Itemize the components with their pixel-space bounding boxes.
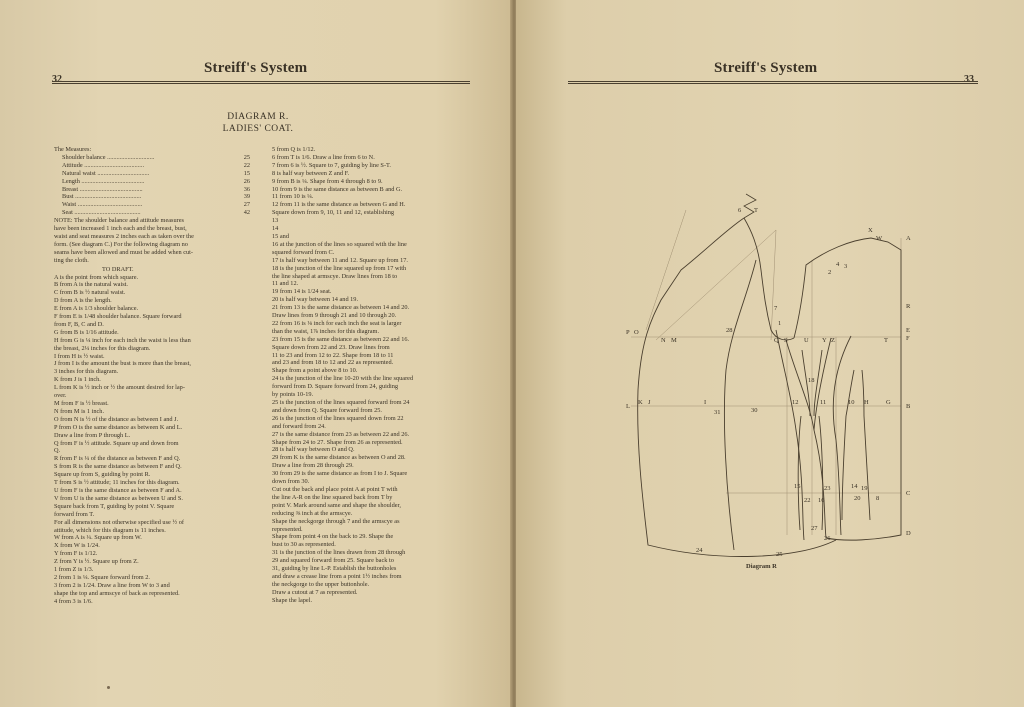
measure-row <box>54 186 250 194</box>
draft-step-line: Square down from 22 and 23. Draw lines from <box>272 343 390 351</box>
draft-step-line: J from I is the amount the bust is more than the breast, <box>54 360 191 368</box>
label-25: 25 <box>776 551 783 558</box>
label-2: 2 <box>828 269 832 276</box>
draft-steps-list-continued <box>272 146 484 605</box>
draft-step-line: reducing ⅜ inch at the armscye. <box>272 509 353 517</box>
draft-step-line: H from G is ¼ inch for each inch the waist is less than <box>54 336 191 344</box>
label-U: U <box>804 337 809 344</box>
draft-step-line: P from O is the same distance as between K and L. <box>54 423 183 431</box>
measure-label: Bust .......................................... <box>62 193 142 201</box>
draft-step-line: 11 and 12. <box>272 280 299 288</box>
draft-step-line: Shape from point 4 on the back to 29. Shape the <box>272 533 394 541</box>
draft-step-line: Square up from S, guiding by point R. <box>54 471 151 479</box>
label-J: J <box>648 399 651 406</box>
draft-step-line: 2 from 1 is ¼. Square forward from 2. <box>54 573 151 581</box>
measure-value: 15 <box>243 169 250 177</box>
label-1: 1 <box>778 320 782 327</box>
draft-step-line: V from U is the same distance as between U and S. <box>54 494 183 502</box>
label-31: 31 <box>714 409 721 416</box>
draft-step-line: 15 and <box>272 232 289 240</box>
draft-step-line: 30 from 29 is the same distance as from I to J. Square <box>272 470 408 478</box>
header-rule <box>568 81 978 84</box>
note-line: have been increased 1 inch each and the breast, bust, <box>54 225 187 233</box>
draft-step-line: from F, B, C and D. <box>54 320 104 328</box>
label-15: 15 <box>794 483 801 490</box>
draft-step-line: and down from Q. Square forward from 25. <box>272 406 382 414</box>
label-C: C <box>906 490 911 497</box>
draft-step-line: T from S is ½ attitude; 11 inches for this diagram. <box>54 479 180 487</box>
draft-step-line: 16 at the junction of the lines so squared with the line <box>272 240 407 248</box>
draft-step-line: and 23 and from 18 to 12 and 22 as represented. <box>272 359 394 367</box>
label-Z: Z <box>831 337 835 344</box>
draft-step-line: 22 from 16 is ⅛ inch for each inch the seat is larger <box>272 319 402 327</box>
draft-step-line: the neckgorge to the upper buttonhole. <box>272 580 370 588</box>
label-R: R <box>906 303 911 310</box>
label-28: 28 <box>726 327 733 334</box>
header-rule <box>52 81 470 84</box>
draft-step-line: 14 <box>272 225 279 233</box>
draft-step-line: represented. <box>272 525 303 533</box>
measure-value: 27 <box>243 201 250 209</box>
measure-row <box>54 209 250 217</box>
label-P: P <box>626 329 630 336</box>
draft-step-line: 18 is the junction of the line squared up from 17 with <box>272 264 407 272</box>
draft-step-line: E from A is 1/3 shoulder balance. <box>54 305 139 313</box>
draft-step-line: U from F is the same distance as between F and A. <box>54 486 182 494</box>
measures-list <box>54 154 260 217</box>
draft-step-line: N from M is 1 inch. <box>54 407 105 415</box>
diagram-subtitle: LADIES' COAT. <box>222 124 294 134</box>
label-F: F <box>906 335 910 342</box>
draft-step-line: Draw a line from 28 through 29. <box>272 462 354 470</box>
note-line: seams have been allowed and must be added when cut- <box>54 248 194 256</box>
draft-step-line: 9 from B is ¼. Shape from 4 through 8 to 9. <box>272 177 383 185</box>
draft-step-line: 13 <box>272 217 279 225</box>
draft-step-line: by points 10-19. <box>272 391 314 399</box>
draft-step-line: M from F is ½ breast. <box>54 400 109 407</box>
draft-step-line: 17 is half way between 11 and 12. Square up from 17. <box>272 256 408 264</box>
label-Y: Y <box>822 337 827 344</box>
draft-step-line: Y from F is 1/12. <box>54 550 98 558</box>
draft-step-line: K from J is 1 inch. <box>54 376 101 384</box>
instructions-column-2 <box>272 146 484 605</box>
draft-step-line: I from H is ½ waist. <box>54 352 105 360</box>
measure-row <box>54 201 250 209</box>
label-14: 14 <box>851 483 858 490</box>
draft-step-line: F from E is 1/48 shoulder balance. Square forward <box>54 313 182 321</box>
draft-step-line: 4 from 3 is 1/6. <box>54 597 93 605</box>
label-10: 10 <box>848 399 855 406</box>
measure-value: 42 <box>243 209 250 217</box>
label-11: 11 <box>820 399 827 406</box>
measure-row <box>54 193 250 201</box>
draft-step-line: 6 from T is 1/6. Draw a line from 6 to N. <box>272 153 375 161</box>
draft-step-line: R from F is ¼ of the distance as between F and Q. <box>54 455 181 463</box>
label-T2: T <box>884 337 888 344</box>
instructions-column-1 <box>54 146 260 606</box>
draft-step-line: 3 inches for this diagram. <box>54 368 119 376</box>
draft-steps-list <box>54 274 260 606</box>
draft-step-line: O from N is ½ of the distance as between I and J. <box>54 415 179 423</box>
draft-step-line: Square down from 9, 10, 11 and 12, establishing <box>272 209 395 217</box>
label-H: H <box>864 399 869 406</box>
draft-step-line: 29 and squared forward from 25. Square back to <box>272 557 394 565</box>
draft-step-line: 12 from 11 is the same distance as between G and H. <box>272 201 406 209</box>
draft-step-line: 26 is the junction of the lines squared down from 22 <box>272 414 404 422</box>
label-27: 27 <box>811 525 818 532</box>
draft-step-line: Q. <box>54 447 61 455</box>
page-number: 33 <box>964 74 974 85</box>
note-line: waist and seat measures 2 inches each as taken over the <box>54 232 194 240</box>
label-I: I <box>704 399 707 406</box>
draft-step-line: 10 from 9 is the same distance as between B and G. <box>272 185 403 193</box>
draft-step-line: 5 from Q is 1/12. <box>272 146 316 153</box>
label-B: B <box>906 403 911 410</box>
label-23: 23 <box>824 485 831 492</box>
draft-step-line: 24 is the junction of the line 10-20 with the line squared <box>272 375 414 383</box>
label-6: 6 <box>738 207 742 214</box>
draft-step-line: 11 from 10 is ¼. <box>272 193 314 201</box>
draft-step-line: Cut out the back and place point A at point T with <box>272 485 398 493</box>
label-4: 4 <box>836 261 840 268</box>
measure-value: 22 <box>243 161 250 169</box>
label-D: D <box>906 530 911 537</box>
draft-step-line: For all dimensions not otherwise specified use ½ of <box>54 518 184 526</box>
draft-step-line: D from A is the length. <box>54 297 112 305</box>
label-7: 7 <box>774 305 778 312</box>
label-S: S <box>784 337 788 344</box>
draft-step-line: squared forward from C. <box>272 248 335 256</box>
draft-step-line: C from B is ½ natural waist. <box>54 289 126 297</box>
draft-step-line: 31 is the junction of the lines drawn from 28 through <box>272 549 406 557</box>
right-page <box>516 0 1024 707</box>
measure-row <box>54 162 250 170</box>
measure-value: 36 <box>243 185 250 193</box>
draft-step-line: down from 30. <box>272 478 310 486</box>
draft-step-line: Shape from a point above 8 to 10. <box>272 367 358 375</box>
measure-label: Waist ......................................... <box>62 201 143 209</box>
label-G: G <box>886 399 891 406</box>
label-M: M <box>671 337 677 344</box>
label-22: 22 <box>804 497 811 504</box>
draft-step-line: 29 from K is the same distance as between O and 28. <box>272 454 406 462</box>
draft-step-line: Draw a line from P through L. <box>54 431 131 439</box>
draft-step-line: 27 is the same distance from 23 as between 22 and 26. <box>272 430 410 438</box>
draft-heading: TO DRAFT. <box>102 265 134 273</box>
label-E: E <box>906 327 910 334</box>
draft-step-line: than the waist, 1⅞ inches for this diagram. <box>272 327 380 335</box>
draft-step-line: 11 to 23 and from 12 to 22. Shape from 18 to 11 <box>272 351 394 359</box>
measure-label: Breast ........................................ <box>62 185 143 193</box>
draft-step-line: 25 is the junction of the lines squared forward from 24 <box>272 399 410 406</box>
label-W: W <box>876 235 883 242</box>
draft-step-line: X from W is 1/24. <box>54 542 100 550</box>
draft-step-line: 31, guiding by line L-P. Establish the buttonholes <box>272 565 397 573</box>
label-O: O <box>634 329 639 336</box>
draft-step-line: 28 is half way between O and Q. <box>272 446 355 454</box>
label-20: 20 <box>854 495 861 502</box>
label-A: A <box>906 235 911 242</box>
label-16: 16 <box>818 497 825 504</box>
draft-step-line: 7 from 6 is ½. Square to 7, guiding by line S-T. <box>272 161 391 169</box>
draft-step-line: S from R is the same distance as between F and Q. <box>54 463 182 471</box>
note-line: form. (See diagram C.) For the following diagram no <box>54 240 188 248</box>
draft-step-line: 21 from 13 is the same distance as between 14 and 20. <box>272 304 410 312</box>
measure-label: Seat .......................................... <box>62 209 141 217</box>
measure-row <box>54 170 250 178</box>
label-T: T <box>754 207 758 214</box>
draft-step-line: B from A is the natural waist. <box>54 281 128 289</box>
diagram-caption: Diagram R <box>746 563 777 570</box>
draft-step-line: Shape from 24 to 27. Shape from 26 as represented. <box>272 438 403 446</box>
draft-step-line: and draw a crease line from a point 1½ inches from <box>272 572 402 580</box>
measure-value: 26 <box>243 177 250 185</box>
draft-step-line: attitude, which for this diagram is 11 inches. <box>54 526 166 534</box>
draft-step-line: forward from D. Square forward from 24, guiding <box>272 383 399 391</box>
draft-step-line: Shape the neckgorge through 7 and the armscye as <box>272 517 400 525</box>
label-24: 24 <box>696 547 703 554</box>
note-paragraph <box>54 217 260 264</box>
label-8: 8 <box>876 495 880 502</box>
label-30: 30 <box>751 407 758 414</box>
draft-step-line: 8 is half way between Z and F. <box>272 169 350 177</box>
pattern-diagram <box>626 190 926 575</box>
page-mark <box>107 686 110 689</box>
note-line: NOTE: The shoulder balance and attitude measures <box>54 217 184 225</box>
measure-row <box>54 154 250 162</box>
label-26: 26 <box>824 535 831 542</box>
page-number: 32 <box>52 74 62 85</box>
measure-value: 25 <box>243 153 250 161</box>
draft-step-line: the line shaped at armscye. Draw lines from 18 to <box>272 272 398 280</box>
label-X: X <box>868 227 873 234</box>
running-header: Streiff's System <box>714 60 818 76</box>
draft-step-line: Draw a cutout at 7 as represented. <box>272 588 358 596</box>
draft-step-line: Q from F is ½ attitude. Square up and down from <box>54 439 179 447</box>
draft-step-line: point V. Mark around same and shape the shoulder, <box>272 501 401 509</box>
measure-label: Shoulder balance .............................. <box>62 153 155 161</box>
label-K: K <box>638 399 643 406</box>
measure-value: 39 <box>243 193 250 201</box>
draft-step-line: Draw lines from 9 through 21 and 10 through 20. <box>272 312 397 320</box>
label-18: 18 <box>808 377 815 384</box>
draft-step-line: L from K is ½ inch or ½ the amount desired for lap- <box>54 384 185 392</box>
label-Q: Q <box>774 337 779 344</box>
draft-step-line: Square back from T, guiding by point V. Square <box>54 502 175 510</box>
label-12: 12 <box>792 399 799 406</box>
measure-label: Length ........................................ <box>62 177 145 185</box>
label-N: N <box>661 337 666 344</box>
diagram-letter-labels <box>626 207 911 558</box>
measure-label: Attitude ...................................... <box>62 161 145 169</box>
draft-step-line: 3 from 2 is 1/24. Draw a line from W to 3 and <box>54 581 170 589</box>
draft-step-line: over. <box>54 392 67 400</box>
draft-step-line: Shape the lapel. <box>272 596 313 604</box>
note-line: ting the cloth. <box>54 256 89 264</box>
pattern-outlines <box>638 218 901 556</box>
draft-step-line: and forward from 24. <box>272 422 326 430</box>
draft-step-line: 19 from 14 is 1/24 seat. <box>272 288 332 296</box>
diagram-title: DIAGRAM R. <box>227 112 289 122</box>
label-L: L <box>626 403 630 410</box>
measure-label: Natural waist ................................. <box>62 169 150 177</box>
draft-step-line: bust to 30 as represented. <box>272 541 336 549</box>
draft-step-line: G from B is 1/16 attitude. <box>54 328 119 336</box>
draft-step-line: Z from Y is ½. Square up from Z. <box>54 558 139 566</box>
draft-step-line: 23 from 15 is the same distance as between 22 and 16. <box>272 335 410 343</box>
draft-step-line: shape the top and armscye of back as represented. <box>54 589 180 597</box>
collar-zigzag <box>744 194 756 218</box>
draft-step-line: 20 is half way between 14 and 19. <box>272 296 359 304</box>
running-header: Streiff's System <box>204 60 308 76</box>
measure-row <box>54 178 250 186</box>
label-19: 19 <box>861 485 868 492</box>
draft-step-line: 1 from Z is 1/3. <box>54 566 94 574</box>
measures-heading: The Measures: <box>54 146 92 153</box>
draft-step-line: the line A-R on the line squared back from T by <box>272 493 393 501</box>
label-3: 3 <box>844 263 848 270</box>
draft-step-line: forward from T. <box>54 510 95 518</box>
draft-step-line: W from A is ¼. Square up from W. <box>54 534 142 542</box>
draft-step-line: the breast, 2¼ inches for this diagram. <box>54 344 151 352</box>
draft-step-line: A is the point from which square. <box>54 273 139 281</box>
